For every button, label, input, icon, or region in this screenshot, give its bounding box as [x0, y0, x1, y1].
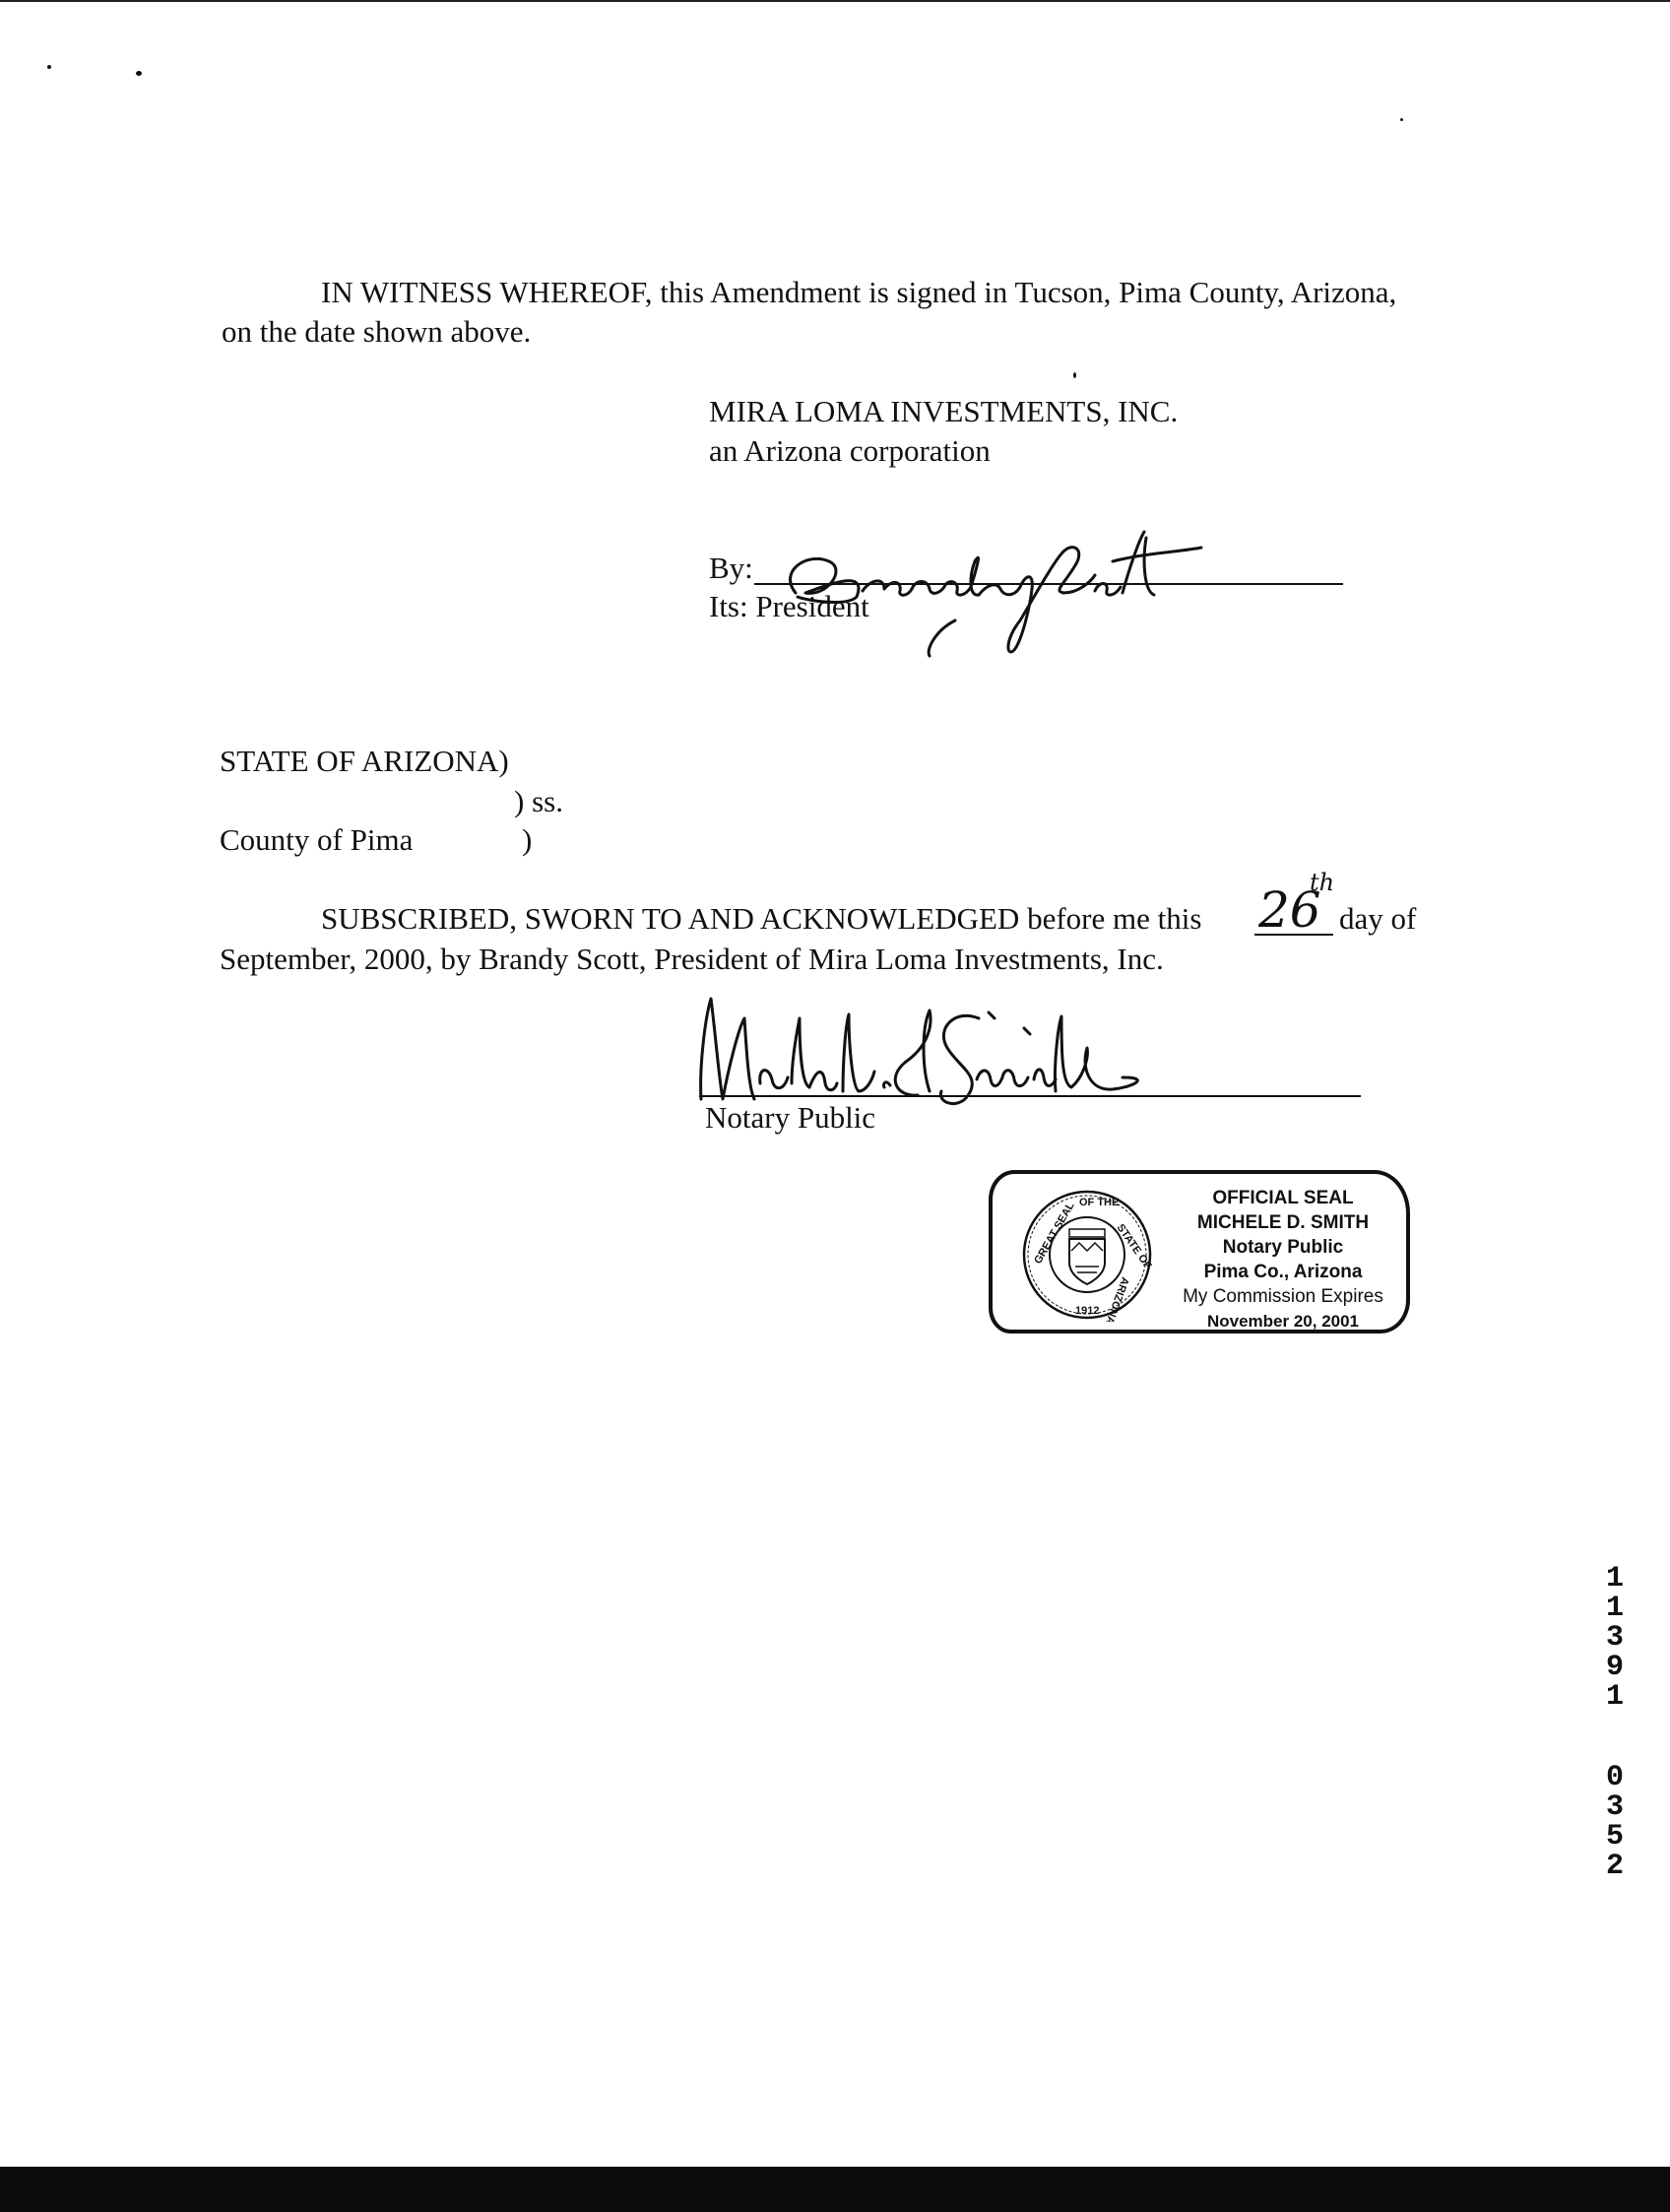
- margin-digit: 0: [1605, 1761, 1624, 1794]
- scan-speck: [47, 65, 51, 69]
- seal-line: MICHELE D. SMITH: [1196, 1212, 1370, 1233]
- scan-speck: [136, 71, 142, 76]
- handwritten-day: 26: [1258, 881, 1321, 939]
- seal-line: OFFICIAL SEAL: [1212, 1188, 1354, 1208]
- svg-text:OF THE: OF THE: [1079, 1197, 1120, 1208]
- by-label: By:: [709, 551, 753, 585]
- margin-digit: 5: [1605, 1820, 1624, 1854]
- handwritten-day-suffix: th: [1310, 869, 1335, 896]
- svg-text:ARIZONA: ARIZONA: [1103, 1274, 1131, 1322]
- scan-bottom-border: [0, 2167, 1670, 2212]
- ack-line-1b: day of: [1339, 901, 1417, 936]
- venue-county: County of Pima: [220, 822, 414, 857]
- witness-line-1: IN WITNESS WHEREOF, this Amendment is signed in Tucson, Pima County, Arizona,: [321, 275, 1397, 309]
- ack-line-2: September, 2000, by Brandy Scott, President of Mira Loma Investments, Inc.: [220, 942, 1164, 976]
- margin-number-group-2: [1599, 1763, 1631, 1881]
- margin-digit: 1: [1605, 1562, 1624, 1595]
- margin-digit: 1: [1605, 1592, 1624, 1625]
- seal-text-block: [1160, 1186, 1406, 1334]
- scan-speck: [1073, 372, 1076, 378]
- ack-line-1a: SUBSCRIBED, SWORN TO AND ACKNOWLEDGED before me this: [321, 901, 1202, 936]
- president-signature: [768, 502, 1221, 665]
- margin-digit: 9: [1605, 1651, 1624, 1684]
- margin-digit: 3: [1605, 1790, 1624, 1824]
- venue-ss: ) ss.: [514, 784, 563, 818]
- margin-digit: 2: [1605, 1850, 1624, 1883]
- scan-speck: [1400, 118, 1403, 121]
- svg-text:STATE OF: STATE OF: [1114, 1221, 1154, 1271]
- company-type: an Arizona corporation: [709, 433, 991, 468]
- official-notary-seal: [989, 1170, 1410, 1334]
- seal-line: November 20, 2001: [1206, 1312, 1360, 1331]
- company-name: MIRA LOMA INVESTMENTS, INC.: [709, 394, 1179, 428]
- svg-text:GREAT SEAL: GREAT SEAL: [1032, 1200, 1077, 1267]
- seal-line: Notary Public: [1222, 1237, 1344, 1258]
- notary-public-label: Notary Public: [705, 1100, 876, 1135]
- arizona-state-seal-emblem: [1020, 1188, 1154, 1322]
- top-scan-edge: [0, 0, 1670, 2]
- venue-state: STATE OF ARIZONA): [220, 744, 509, 778]
- seal-line: Pima Co., Arizona: [1203, 1262, 1363, 1282]
- svg-text:1912: 1912: [1075, 1305, 1100, 1317]
- margin-digit: 3: [1605, 1621, 1624, 1655]
- notary-signature-line: [699, 1095, 1361, 1097]
- margin-number-group-1: [1599, 1564, 1631, 1712]
- witness-line-2: on the date shown above.: [222, 314, 532, 349]
- seal-line: My Commission Expires: [1183, 1286, 1383, 1307]
- venue-county-paren: ): [522, 822, 533, 857]
- title-president: Its: President: [709, 589, 869, 623]
- margin-digit: 1: [1605, 1680, 1624, 1714]
